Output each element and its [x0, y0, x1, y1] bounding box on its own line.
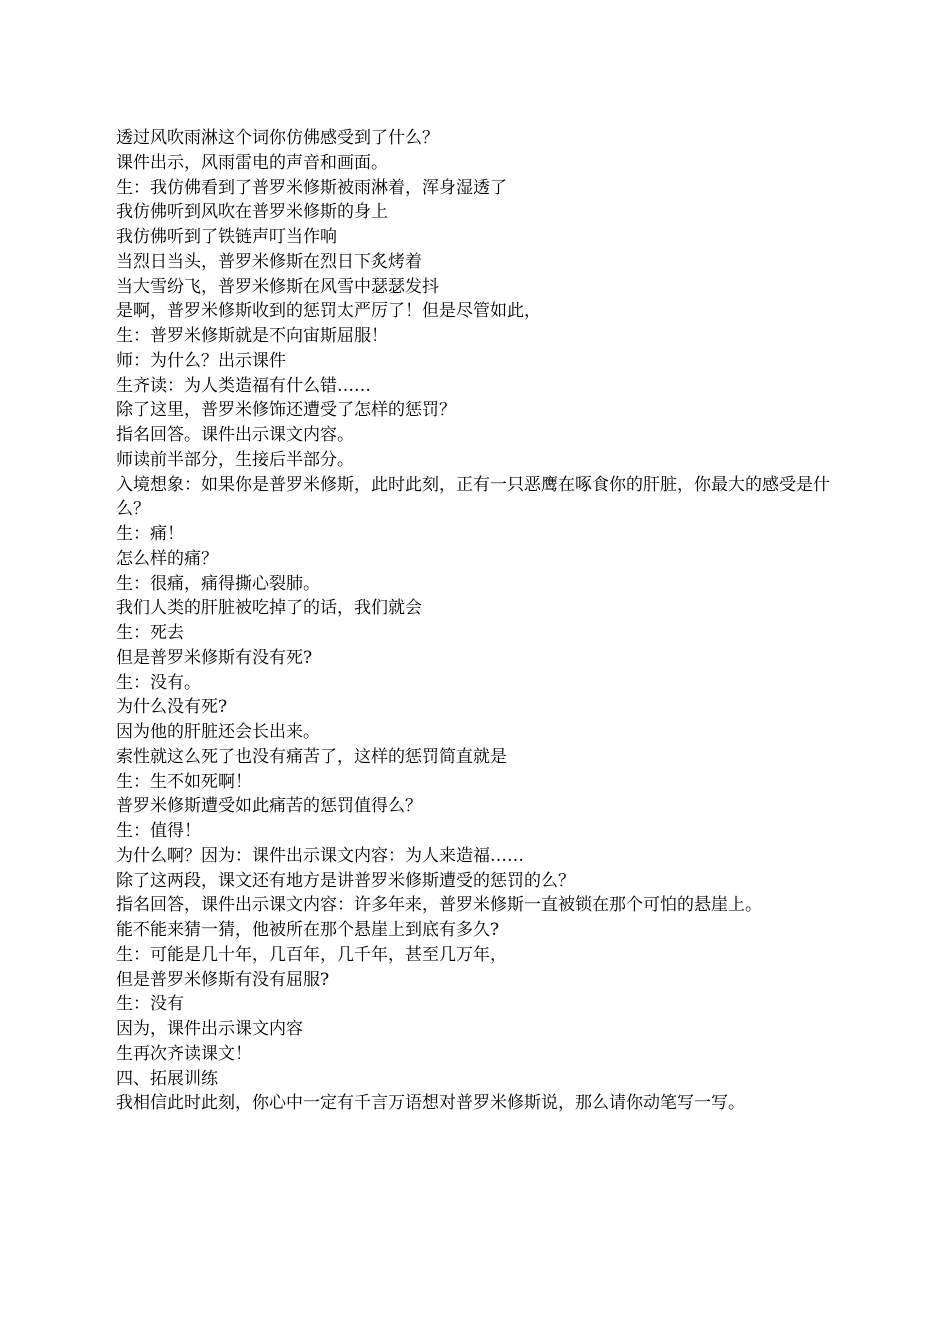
text-line: 普罗米修斯遭受如此痛苦的惩罚值得么？: [116, 796, 422, 817]
text-line: 师读前半部分，生接后半部分。: [116, 449, 354, 470]
text-line: 索性就这么死了也没有痛苦了，这样的惩罚简直就是: [116, 746, 507, 767]
text-line: 生：没有。: [116, 672, 201, 693]
text-line: 但是普罗米修斯有没有屈服?: [116, 969, 330, 990]
text-line: 生再次齐读课文！: [116, 1043, 252, 1064]
text-line: 生：死去: [116, 623, 184, 643]
text-line: 指名回答，课件出示课文内容：许多年来，普罗米修斯一直被锁在那个可怕的悬崖上。: [116, 895, 762, 916]
text-line: 除了这两段，课文还有地方是讲普罗米修斯遭受的惩罚的么？: [116, 870, 575, 891]
text-line: 透过风吹雨淋这个词你仿佛感受到了什么？: [116, 128, 439, 148]
text-line: 课件出示，风雨雷电的声音和画面。: [116, 152, 388, 173]
text-line: 因为他的肝脏还会长出来。: [116, 722, 320, 742]
text-line: 我仿佛听到风吹在普罗米修斯的身上: [116, 202, 388, 223]
text-line: 当大雪纷飞，普罗米修斯在风雪中瑟瑟发抖: [116, 276, 439, 297]
text-line: 生：我仿佛看到了普罗米修斯被雨淋着，浑身湿透了: [116, 177, 507, 198]
text-line: 生：生不如死啊！: [116, 771, 252, 792]
text-line: 是啊，普罗米修斯收到的惩罚太严厉了！但是尽管如此，: [116, 301, 541, 322]
text-line: 生：可能是几十年，几百年，几千年，甚至几万年，: [116, 944, 507, 965]
text-line: 生：普罗米修斯就是不向宙斯屈服！: [116, 326, 388, 346]
text-line: 当烈日当头，普罗米修斯在烈日下炙烤着: [116, 251, 422, 272]
text-line: 但是普罗米修斯有没有死?: [116, 647, 313, 668]
text-line: 入境想象：如果你是普罗米修斯，此时此刻，正有一只恶鹰在啄食你的肝脏，你最大的感受是什么？: [116, 474, 830, 520]
text-line: 为什么没有死?: [116, 697, 228, 718]
text-line: 因为，课件出示课文内容: [116, 1019, 303, 1039]
text-line: 生齐读：为人类造福有什么错……: [116, 375, 371, 396]
text-line: 我相信此时此刻，你心中一定有千言万语想对普罗米修斯说，那么请你动笔写一写。: [116, 1093, 745, 1114]
text-line: 能不能来猜一猜，他被所在那个悬崖上到底有多久?: [116, 920, 500, 940]
text-line: 指名回答。课件出示课文内容。: [116, 425, 354, 445]
text-line: 我仿佛听到了铁链声叮当作响: [116, 227, 337, 247]
lesson-transcript: [116, 126, 846, 1116]
text-line: 生：值得！: [116, 821, 201, 841]
text-line: 我们人类的肝脏被吃掉了的话，我们就会: [116, 598, 422, 619]
text-line: 生：很痛，痛得撕心裂肺。: [116, 573, 320, 594]
section-heading: 四、拓展训练: [116, 1068, 218, 1089]
text-line: 为什么啊？因为：课件出示课文内容：为人来造福……: [116, 845, 524, 866]
text-line: 生：痛！: [116, 524, 184, 544]
text-line: 师：为什么？出示课件: [116, 350, 286, 371]
text-line: 除了这里，普罗米修饰还遭受了怎样的惩罚？: [116, 400, 456, 421]
text-line: 生：没有: [116, 994, 184, 1015]
text-line: 怎么样的痛？: [116, 548, 218, 569]
